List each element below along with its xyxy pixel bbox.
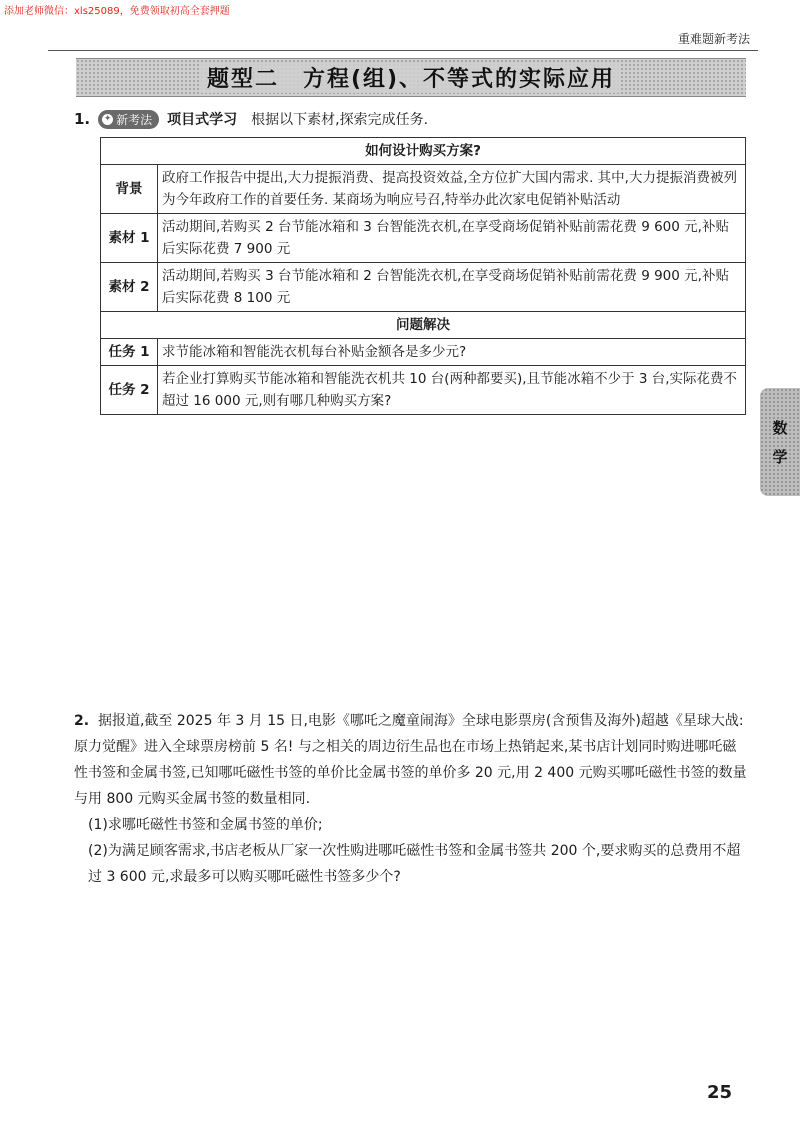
question-number: 2. [74,713,90,729]
new-method-badge [98,110,159,129]
row-text: 活动期间,若购买 3 台节能冰箱和 2 台智能洗衣机,在享受商场促销补贴前需花费 9 900 元,补贴后实际花费 8 100 元 [158,263,746,312]
side-tab-char: 学 [772,448,788,466]
lightbulb-icon: ✦ [103,113,112,124]
row-label: 素材 1 [101,214,158,263]
row-label: 任务 2 [101,366,158,415]
table-section-title: 问题解决 [101,312,746,339]
table-row [101,312,746,339]
table-row [101,214,746,263]
table-title: 如何设计购买方案? [101,138,746,165]
row-label: 素材 2 [101,263,158,312]
sub-question-1: (1)求哪吒磁性书签和金属书签的单价; [88,817,323,833]
project-table [100,137,746,415]
subject-side-tab [760,388,800,496]
table-row [101,339,746,366]
table-row [101,138,746,165]
page-title: 题型二 方程(组)、不等式的实际应用 [201,62,621,93]
table-row [101,165,746,214]
section-header: 重难题新考法 [677,32,750,46]
question-prompt: 根据以下素材,探索完成任务. [251,112,429,128]
page-number: 25 [706,1082,732,1103]
table-row [101,263,746,312]
row-text: 求节能冰箱和智能洗衣机每台补贴金额各是多少元? [158,339,746,366]
sub-question-2: (2)为满足顾客需求,书店老板从厂家一次性购进哪吒磁性书签和金属书签共 200 个,要求购买的总费用不超过 3 600 元,求最多可以购买哪吒磁性书签多少个? [88,843,741,885]
row-label: 背景 [101,165,158,214]
side-tab-char: 数 [772,419,788,437]
question-2-text: 据报道,截至 2025 年 3 月 15 日,电影《哪吒之魔童闹海》全球电影票房(含预售及海外)超越《星球大战:原力觉醒》进入全球票房榜前 5 名! 与之相关的周边衍生品也在市场上热销起来,某书店计划同时购进哪吒磁性书签和金属书签,已知哪吒磁性书签的单价比金属书签的单价多 20 元,用 2 400 元购买哪吒磁性书签的数量与用 800 元购买金属书签的数量相同. [74,713,747,807]
badge-label: 新考法 [116,112,153,127]
row-text: 活动期间,若购买 2 台节能冰箱和 3 台智能洗衣机,在享受商场促销补贴前需花费 9 600 元,补贴后实际花费 7 900 元 [158,214,746,263]
header-divider [48,50,758,51]
question-2 [74,708,750,890]
table-row [101,366,746,415]
question-number: 1. [74,110,91,128]
title-banner [76,58,746,97]
question-type-label: 项目式学习 [167,112,238,128]
question-2-body [74,708,750,812]
watermark-text: 添加老师微信：xls25089，免费领取初高全套押题 [4,6,230,17]
row-text: 若企业打算购买节能冰箱和智能洗衣机共 10 台(两种都要买),且节能冰箱不少于 3 台,实际花费不超过 16 000 元,则有哪几种购买方案? [158,366,746,415]
question-1-header [74,108,428,130]
row-label: 任务 1 [101,339,158,366]
row-text: 政府工作报告中提出,大力提振消费、提高投资效益,全方位扩大国内需求. 其中,大力提振消费被列为今年政府工作的首要任务. 某商场为响应号召,特举办此次家电促销补贴活动 [158,165,746,214]
